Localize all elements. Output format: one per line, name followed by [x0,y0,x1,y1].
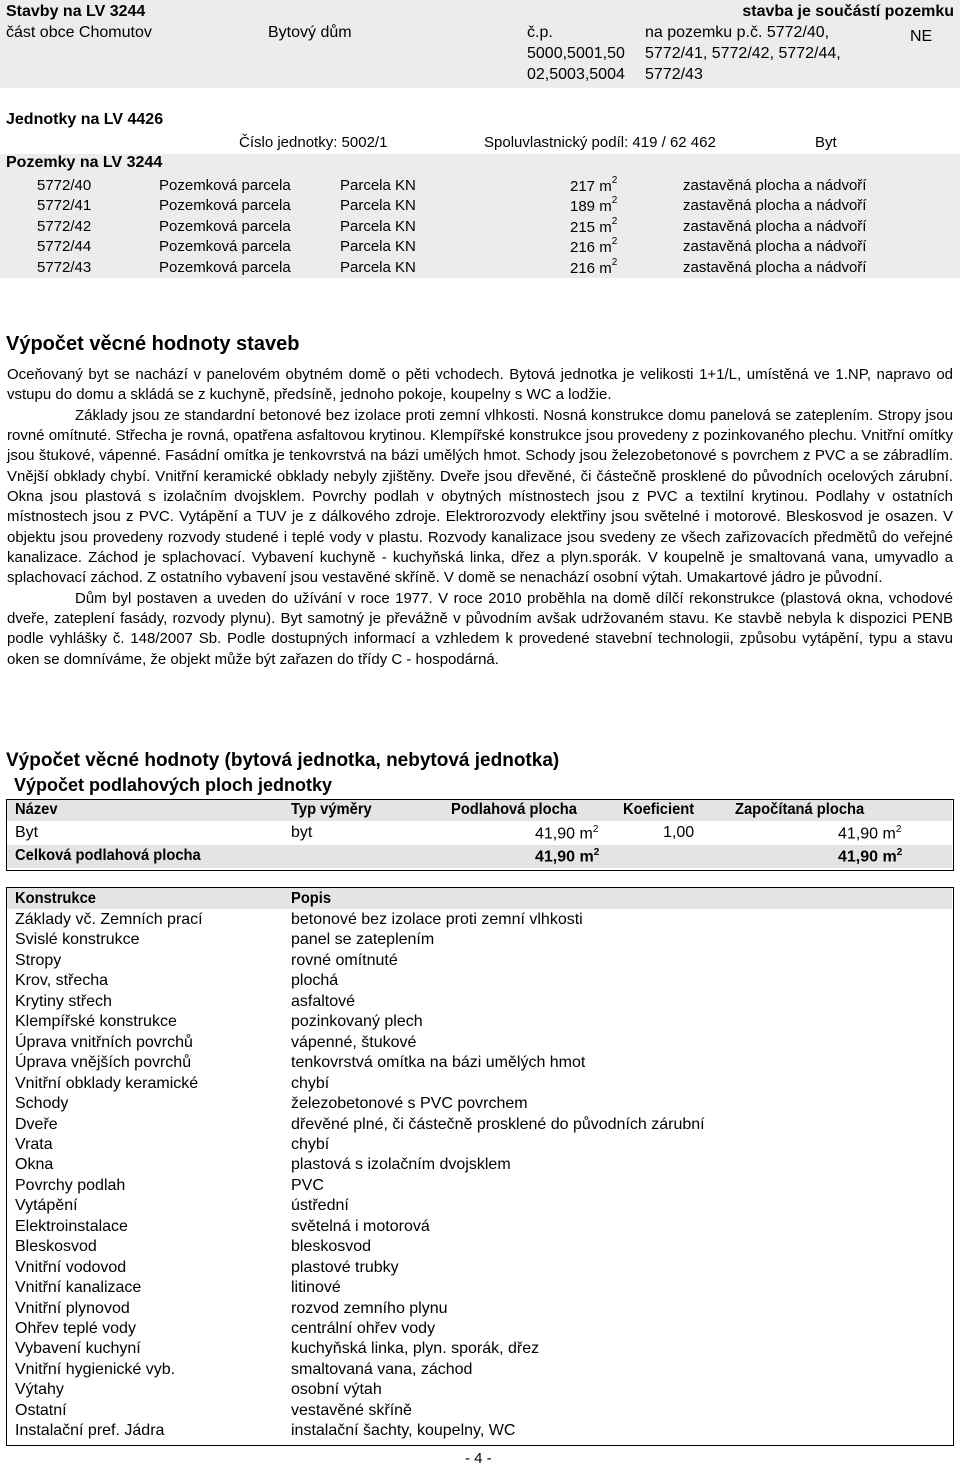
cp-line1: 5000,5001,50 [527,45,625,62]
konstrukce-popis: chybí [291,1136,330,1153]
row-plocha-sup: 2 [592,824,599,835]
konstrukce-nazev: Schody [15,1095,69,1112]
pozemek-line1: 5772/41, 5772/42, 5772/44, [645,45,841,62]
total-plocha [535,847,599,866]
header-konstrukce: Konstrukce [15,890,96,907]
konstrukce-nazev: Svislé konstrukce [15,931,140,948]
konstrukce-nazev: Vnitřní plynovod [15,1300,130,1317]
parcela-evidence: Parcela KN [340,259,416,276]
ne-label: NE [910,28,933,45]
parcela-typ: Pozemková parcela [159,259,291,276]
konstrukce-popis: plochá [291,972,339,989]
vymera-sup: 2 [611,216,618,227]
row-typ: byt [291,824,313,841]
parcela-cislo: 5772/41 [37,197,92,214]
konstrukce-popis: centrální ohřev vody [291,1320,436,1337]
parcela-typ: Pozemková parcela [159,238,291,255]
konstrukce-popis: osobní výtah [291,1381,382,1398]
total-plocha-sup: 2 [593,847,600,858]
cislo-jednotky: Číslo jednotky: 5002/1 [239,134,388,151]
konstrukce-nazev: Bleskosvod [15,1238,97,1255]
list-item [0,218,960,238]
parcela-evidence: Parcela KN [340,177,416,194]
pozemek-line0: na pozemku p.č. 5772/40, [645,24,830,41]
parcela-typ: Pozemková parcela [159,177,291,194]
konstrukce-popis: dřevěné plné, či částečně prosklené do původních zárubní [291,1116,705,1133]
total-zapocitana-sup: 2 [896,847,903,858]
parcela-cislo: 5772/44 [37,238,92,255]
konstrukce-popis: PVC [291,1177,324,1194]
konstrukce-popis: betonové bez izolace proti zemní vlhkosti [291,911,583,928]
konstrukce-nazev: Okna [15,1156,54,1173]
typ-stavby: Bytový dům [268,24,352,41]
konstrukce-popis: chybí [291,1075,330,1092]
pozemek-line2: 5772/43 [645,66,703,83]
parcela-cislo: 5772/40 [37,177,92,194]
parcela-vymera [570,259,617,277]
parcela-typ: Pozemková parcela [159,197,291,214]
konstrukce-nazev: Úprava vnitřních povrchů [15,1034,193,1051]
konstrukce-nazev: Vrata [15,1136,53,1153]
konstrukce-nazev: Vnitřní hygienické vyb. [15,1361,176,1378]
page-number: - 4 - [465,1450,492,1467]
konstrukce-popis: panel se zateplením [291,931,435,948]
vypocet-staveb-title: Výpočet věcné hodnoty staveb [6,333,300,355]
cast-obce: část obce Chomutov [6,24,152,41]
konstrukce-popis: rovné omítnuté [291,952,398,969]
konstrukce-nazev: Vnitřní vodovod [15,1259,127,1276]
row-koeficient: 1,00 [663,824,695,841]
list-item [0,238,960,258]
row-plocha [535,824,598,843]
konstrukce-nazev: Instalační pref. Jádra [15,1422,165,1439]
pozemky-title: Pozemky na LV 3244 [6,154,163,171]
konstrukce-nazev: Krytiny střech [15,993,112,1010]
parcela-evidence: Parcela KN [340,238,416,255]
konstrukce-popis: světelná i motorová [291,1218,430,1235]
konstrukce-popis: ústřední [291,1197,349,1214]
konstrukce-popis: plastová s izolačním dvojsklem [291,1156,511,1173]
konstrukce-popis: vestavěné skříně [291,1402,412,1419]
row-zapocitana-sup: 2 [895,824,902,835]
konstrukce-nazev: Elektroinstalace [15,1218,128,1235]
parcela-druh: zastavěná plocha a nádvoří [683,259,867,276]
konstrukce-popis: instalační šachty, koupelny, WC [291,1422,516,1439]
vymera-value: 215 m [570,219,612,236]
stavba-soucasti-label: stavba je součástí pozemku [742,3,954,20]
konstrukce-nazev: Vytápění [15,1197,78,1214]
row-zapocitana [838,824,901,843]
header-podlahova-plocha: Podlahová plocha [451,801,577,818]
parcela-vymera [570,218,617,236]
konstrukce-popis: železobetonové s PVC povrchem [291,1095,528,1112]
konstrukce-nazev: Vnitřní kanalizace [15,1279,142,1296]
vymera-value: 189 m [570,198,612,215]
jednotky-title: Jednotky na LV 4426 [6,111,164,128]
konstrukce-popis: pozinkovaný plech [291,1013,423,1030]
konstrukce-nazev: Ostatní [15,1402,67,1419]
konstrukce-popis: kuchyňská linka, plyn. sporák, dřez [291,1340,540,1357]
druh-jednotky: Byt [815,134,837,151]
vypocet-ploch-subtitle: Výpočet podlahových ploch jednotky [14,775,333,795]
parcela-vymera [570,177,617,195]
konstrukce-nazev: Základy vč. Zemních prací [15,911,203,928]
header-popis: Popis [291,890,332,907]
konstrukce-nazev: Vybavení kuchyní [15,1340,141,1357]
row-zapocitana-value: 41,90 m [838,825,896,843]
stavby-title: Stavby na LV 3244 [6,3,146,20]
konstrukce-nazev: Klempířské konstrukce [15,1013,177,1030]
konstrukce-nazev: Výtahy [15,1381,64,1398]
header-zapocitana-plocha: Započítaná plocha [735,801,865,818]
parcela-druh: zastavěná plocha a nádvoří [683,238,867,255]
vymera-value: 217 m [570,178,612,195]
parcela-typ: Pozemková parcela [159,218,291,235]
konstrukce-popis: asfaltové [291,993,356,1010]
vypocet-jednotka-title: Výpočet věcné hodnoty (bytová jednotka, nebytová jednotka) [6,750,560,771]
parcela-evidence: Parcela KN [340,218,416,235]
konstrukce-nazev: Krov, střecha [15,972,109,989]
vymera-sup: 2 [611,257,618,268]
konstrukce-nazev: Úprava vnějších povrchů [15,1054,192,1071]
parcela-druh: zastavěná plocha a nádvoří [683,197,867,214]
popis-p2: Základy jsou ze standardní betonové bez izolace proti zemní vlhkosti. Nosná konstrukce domu panelová se zateplením. Stropy jsou rovné omítnuté. Střecha je rovná, opatřena asfaltovou krytinou. Klempířské konstrukce jsou provedeny z pozinkovaného plechu. Vnitřní omítky jsou štukové, vápenné. Fasádní omítka je tenkovrstvá na bázi umělých hmot. Schody jsou železobetonové s povrchem z PVC a se zábradlím. Vnější obklady chybí. Vnitřní keramické obklady nebyly zjištěny. Dveře jsou dřevěné, či částečně prosklené do původních ocelových zárubní. Okna jsou plastová s izolačním dvojsklem. Povrchy podlah v obytných místnostech jsou z PVC a textilní krytinou. Podlahy v ostatních místnostech jsou z PVC. Vytápění a TUV je z dálkového zdroje. Elektrorozvody elektřiny jsou světelné i motorové. Bleskosvod je osazen. V objektu jsou provedeny rozvody studené i teplé vody v plastu. Rozvody kanalizace jsou svedeny ze všech zařizovacích předmětů do veřejné kanalizace. Záchod je splachovací. Vybavení kuchyně - kuchyňská linka, dřez a plyn.sporák. V koupelně je smaltovaná vana, umyvadlo a splachovací záchod. Z ostatního vybavení jsou vestavěné skříně. V domě se nenachází osobní výtah. Umakartové jádro je původní. [7,406,953,587]
total-zapocitana-value: 41,90 m [838,848,897,866]
header-typ-vymery: Typ výměry [291,801,372,818]
konstrukce-popis: plastové trubky [291,1259,399,1276]
konstrukce-popis: tenkovrstvá omítka na bázi umělých hmot [291,1054,586,1071]
cp-label: č.p. [527,24,553,41]
konstrukce-popis: litinové [291,1279,341,1296]
konstrukce-nazev: Dveře [15,1116,58,1133]
total-zapocitana [838,847,902,866]
parcela-druh: zastavěná plocha a nádvoří [683,177,867,194]
konstrukce-popis: smaltovaná vana, záchod [291,1361,473,1378]
popis-p1: Oceňovaný byt se nachází v panelovém obytném domě o pěti vchodech. Bytová jednotka je velikosti 1+1/L, umístěná ve 1.NP, napravo od vstupu do domu a skládá se z kuchyně, předsíně, jednoho pokoje, koupelny s WC a lodžie. [7,366,953,404]
list-item [0,197,960,217]
row-plocha-value: 41,90 m [535,825,593,843]
list-item [0,177,960,197]
total-label: Celková podlahová plocha [15,847,201,864]
parcela-druh: zastavěná plocha a nádvoří [683,218,867,235]
konstrukce-header-band [7,888,952,909]
parcela-vymera [570,197,617,215]
total-plocha-value: 41,90 m [535,848,594,866]
vymera-value: 216 m [570,239,612,256]
konstrukce-popis: bleskosvod [291,1238,372,1255]
konstrukce-nazev: Povrchy podlah [15,1177,126,1194]
list-item [0,259,960,279]
konstrukce-nazev: Stropy [15,952,62,969]
row-nazev: Byt [15,824,39,841]
vymera-sup: 2 [611,175,618,186]
konstrukce-nazev: Vnitřní obklady keramické [15,1075,199,1092]
parcela-vymera [570,238,617,256]
header-koeficient: Koeficient [623,801,695,818]
parcela-cislo: 5772/43 [37,259,92,276]
parcela-cislo: 5772/42 [37,218,92,235]
parcela-evidence: Parcela KN [340,197,416,214]
vymera-sup: 2 [611,236,618,247]
konstrukce-popis: vápenné, štukové [291,1034,417,1051]
konstrukce-nazev: Ohřev teplé vody [15,1320,136,1337]
cp-line2: 02,5003,5004 [527,66,625,83]
popis-stavby [7,365,953,670]
vymera-value: 216 m [570,260,612,277]
spoluvlastnicky-podil: Spoluvlastnický podíl: 419 / 62 462 [484,134,716,151]
popis-p3: Dům byl postaven a uveden do užívání v roce 1977. V roce 2010 proběhla na domě dílčí rekonstrukce (plastová okna, vchodové dveře, zateplení fasády, rozvody plynu). Byt samotný je převážně v původním avšak udržovaném stavu. Ke stavbě nebyla k dispozici PENB podle vyhlášky č. 148/2007 Sb. Podle dostupných informací a vzhledem k provedené stavební technologii, způsobu vytápění, typu a stavu oken se domníváme, že objekt může být zařazen do třídy C - hospodárná. [7,589,953,668]
header-nazev: Název [15,801,58,818]
konstrukce-popis: rozvod zemního plynu [291,1300,448,1317]
vymera-sup: 2 [611,195,618,206]
